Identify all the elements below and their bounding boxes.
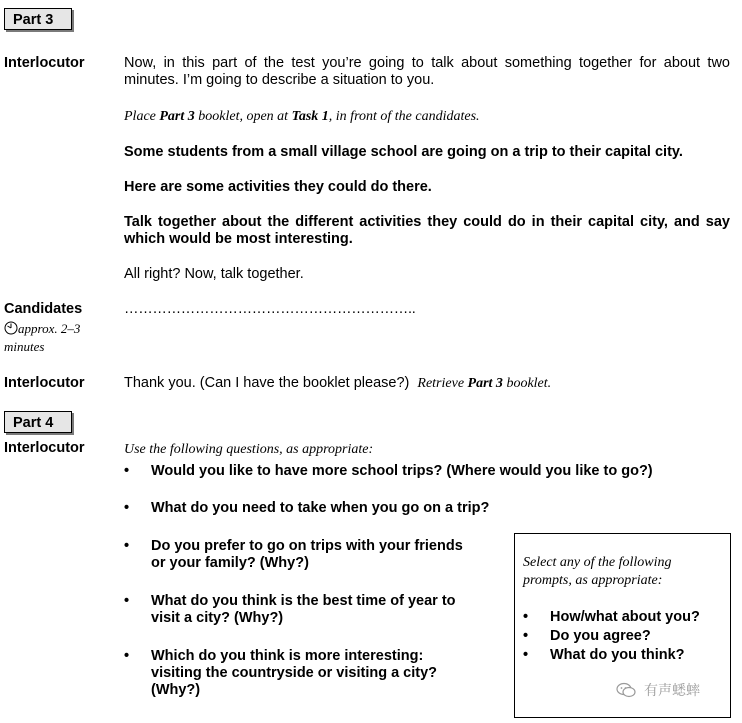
question-2: What do you need to take when you go on a trip?	[151, 500, 490, 516]
bullet-icon: •	[124, 593, 130, 609]
bullet-icon: •	[124, 648, 130, 664]
part3-instruction: Place Part 3 booklet, open at Task 1, in front of the candidates.	[124, 109, 480, 124]
part3-prompt: All right? Now, talk together.	[124, 266, 304, 282]
timing-note: approx. 2–3 minutes	[4, 321, 81, 354]
bullet-icon: •	[523, 609, 529, 625]
bullet-icon: •	[124, 538, 130, 554]
bullet-icon: •	[523, 628, 529, 644]
part3-task: Talk together about the different activities they could do in their capital city, and say which would be most interesting.	[124, 214, 730, 247]
question-3: Do you prefer to go on trips with your friends or your family? (Why?)	[151, 538, 463, 571]
watermark: 有声蟋蟀	[616, 680, 700, 700]
chat-bubbles-icon	[616, 682, 636, 698]
interlocutor-label: Interlocutor	[4, 55, 85, 71]
question-1: Would you like to have more school trips? (Where would you like to go?)	[151, 463, 653, 479]
interlocutor2-label: Interlocutor	[4, 375, 85, 391]
part4-instruction: Use the following questions, as appropriate:	[124, 442, 374, 457]
part3-thanks: Thank you. (Can I have the booklet please?) Retrieve Part 3 booklet.	[124, 375, 552, 391]
candidates-dots: ……………………………………………………..	[124, 301, 416, 317]
prompt-item: What do you think?	[550, 647, 685, 663]
bullet-icon: •	[124, 500, 130, 516]
question-4: What do you think is the best time of year to visit a city? (Why?)	[151, 593, 456, 626]
bullet-icon: •	[124, 463, 130, 479]
part3-situation: Some students from a small village school are going on a trip to their capital city.	[124, 144, 683, 160]
candidates-label: Candidates	[4, 301, 83, 317]
prompts-intro: Select any of the following prompts, as appropriate:	[523, 555, 672, 588]
part3-heading: Part 3	[4, 8, 72, 30]
prompt-item: How/what about you?	[550, 609, 700, 625]
part4-interlocutor-label: Interlocutor	[4, 440, 85, 456]
part3-activities: Here are some activities they could do there.	[124, 179, 432, 195]
part3-intro: Now, in this part of the test you’re going to talk about something together for about two minutes. I’m going to describe a situation to you.	[124, 55, 730, 88]
prompt-item: Do you agree?	[550, 628, 651, 644]
bullet-icon: •	[523, 647, 529, 663]
part4-heading: Part 4	[4, 411, 72, 433]
question-5: Which do you think is more interesting: visiting the countryside or visiting a city? (Why?)	[151, 648, 438, 698]
clock-icon	[4, 321, 18, 335]
